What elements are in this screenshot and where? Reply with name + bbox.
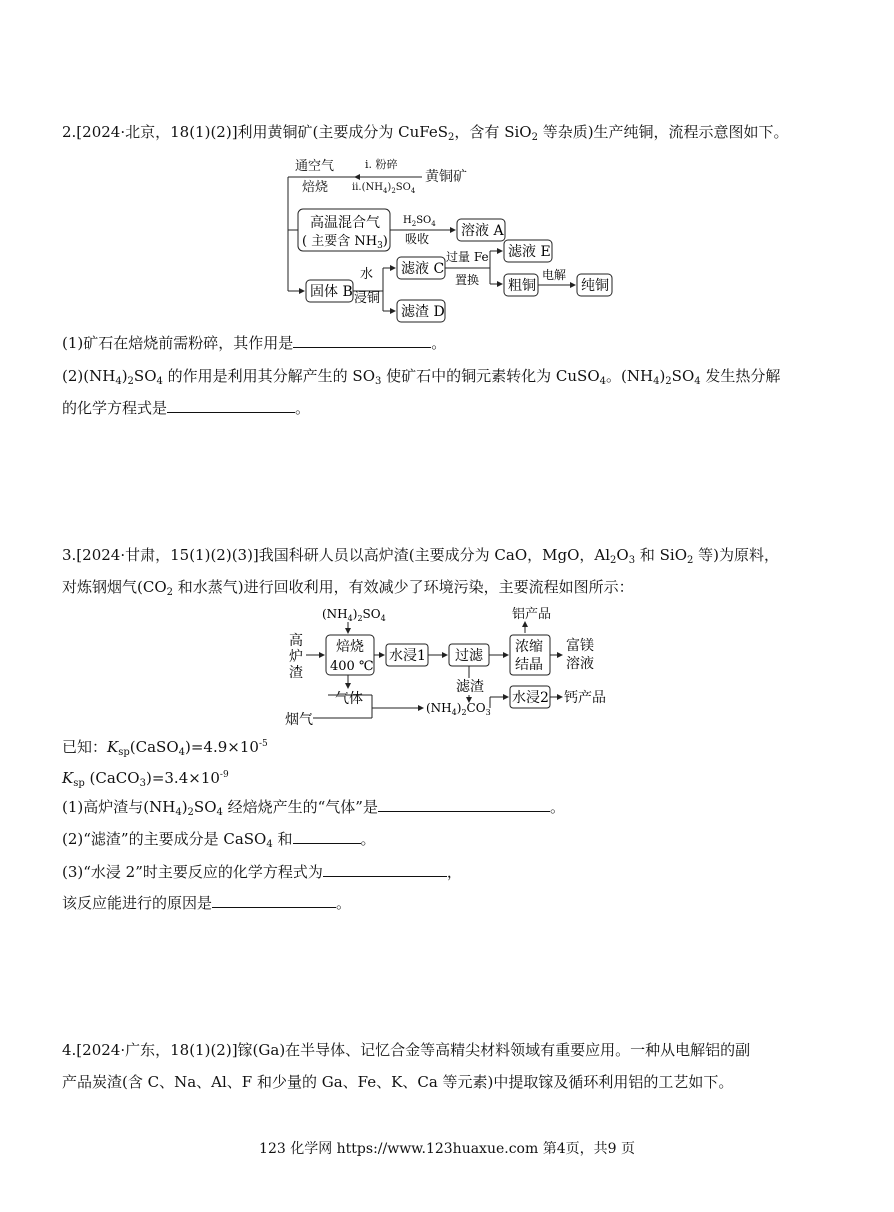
label-water: 水 [360, 267, 374, 282]
label-step1: ⅰ. 粉碎 [365, 158, 398, 171]
label-slag-1: 高 [289, 633, 303, 649]
label-reagent: $(NH_4)_2SO_4$ [322, 607, 386, 623]
q3-flow-diagram [280, 600, 620, 730]
label-excess-fe: 过量 Fe [446, 250, 489, 264]
box-conc-2: 结晶 [515, 657, 543, 673]
gas-box-line2: ( 主要含 $NH_3$) [302, 234, 388, 251]
label-mg-1: 富镁 [566, 638, 594, 654]
q2-flow-diagram [280, 153, 650, 328]
label-flue: 烟气 [285, 712, 313, 728]
box-filter: 过滤 [455, 648, 483, 664]
q3-stem-line2: 对炼钢烟气($CO_2$ 和水蒸气)进行回收利用，有效减少了环境污染，主要流程如图所示： [62, 578, 634, 598]
q3-sub1: (1)高炉渣与$(NH_4)_2SO_4$ 经焙烧产生的“气体”是 。 [62, 798, 565, 818]
label-gas: 气体 [335, 691, 363, 707]
label-ca-product: 钙产品 [564, 690, 606, 706]
label-h2so4: $H_2SO_4$ [403, 215, 436, 228]
q3-sub3-line2: 该反应能进行的原因是 。 [62, 894, 352, 912]
label-absorb: 吸收 [405, 232, 430, 246]
label-ore: 黄铜矿 [425, 169, 467, 185]
label-residue: 滤渣 [456, 679, 484, 695]
box-temp: 400 ℃ [330, 659, 374, 674]
answer-blank[interactable] [212, 893, 336, 908]
q2-sub2: $(2)(NH_4)_2SO_4$ 的作用是利用其分解产生的 $SO_3$ 使矿石中的铜元素转化为 CuSO$_4$。$(NH_4)_2SO_4$ 发生热分解 [62, 367, 781, 387]
label-step2: $ⅱ.(NH_4)_2SO_4$ [352, 182, 416, 195]
label-mg-2: 溶液 [566, 656, 594, 672]
box-solidB: 固体 B [310, 284, 353, 300]
box-conc-1: 浓缩 [515, 639, 543, 655]
answer-blank[interactable] [167, 398, 295, 413]
q3-ksp2: $K_{sp}$ $(CaCO_3)=3.4\times 10^{-9}$ [62, 769, 229, 789]
label-electrolysis: 电解 [542, 268, 567, 282]
box-residueD: 滤渣 D [401, 304, 445, 320]
q3-sub3: (3)“水浸 2”时主要反应的化学方程式为 ， [62, 863, 462, 881]
q2-sub1: (1)矿石在焙烧前需粉碎，其作用是 。 [62, 334, 447, 352]
label-replace: 置换 [455, 273, 480, 287]
box-leach2: 水浸2 [512, 690, 549, 706]
box-solA: 溶液 A [461, 223, 504, 239]
box-roast: 焙烧 [336, 639, 364, 655]
label-al-product: 铝产品 [512, 607, 552, 622]
label-leach: 浸铜 [354, 291, 381, 306]
q3-stem-line1: 3.[2024·甘肃，15(1)(2)(3)]我国科研人员以高炉渣(主要成分为 CaO，MgO，$Al_2O_3$ 和 SiO$_2$ 等)为原料， [62, 546, 779, 566]
q4-stem-line2: 产品炭渣(含 C、Na、Al、F 和少量的 Ga、Fe、K、Ca 等元素)中提取镓及循环利用铝的工艺如下。 [62, 1073, 734, 1091]
q3-sub2: (2)“滤渣”的主要成分是 CaSO$_4$ 和 。 [62, 830, 376, 850]
answer-blank[interactable] [323, 862, 447, 877]
answer-blank[interactable] [378, 797, 550, 812]
label-roast: 焙烧 [302, 180, 329, 195]
answer-blank[interactable] [293, 333, 431, 348]
label-slag-3: 渣 [289, 665, 303, 681]
label-slag-2: 炉 [289, 649, 303, 665]
answer-blank[interactable] [293, 829, 361, 844]
q3-ksp1: 已知：$K_{sp}(CaSO_4)=4.9\times 10^{-5}$ [62, 738, 268, 758]
box-filtC: 滤液 C [401, 261, 445, 277]
box-leach1: 水浸1 [389, 648, 426, 664]
box-pure: 纯铜 [581, 278, 609, 294]
label-air: 通空气 [295, 159, 335, 174]
box-filtE: 滤液 E [508, 244, 551, 260]
q4-stem-line1: 4.[2024·广东，18(1)(2)]镓(Ga)在半导体、记忆合金等高精尖材料领域有重要应用。一种从电解铝的副 [62, 1041, 751, 1059]
gas-box-line1: 高温混合气 [310, 215, 380, 231]
page-footer: 123 化学网 https://www.123huaxue.com 第4页，共9 页 [259, 1141, 635, 1157]
q2-stem: 2.[2024·北京，18(1)(2)]利用黄铜矿(主要成分为 CuFeS$_2$，含有 SiO$_2$ 等杂质)生产纯铜，流程示意图如下。 [62, 123, 789, 143]
q2-sub2-line2: 的化学方程式是 。 [62, 399, 311, 417]
box-crude: 粗铜 [508, 278, 536, 294]
label-carbonate: $(NH_4)_2CO_3$ [426, 701, 491, 717]
